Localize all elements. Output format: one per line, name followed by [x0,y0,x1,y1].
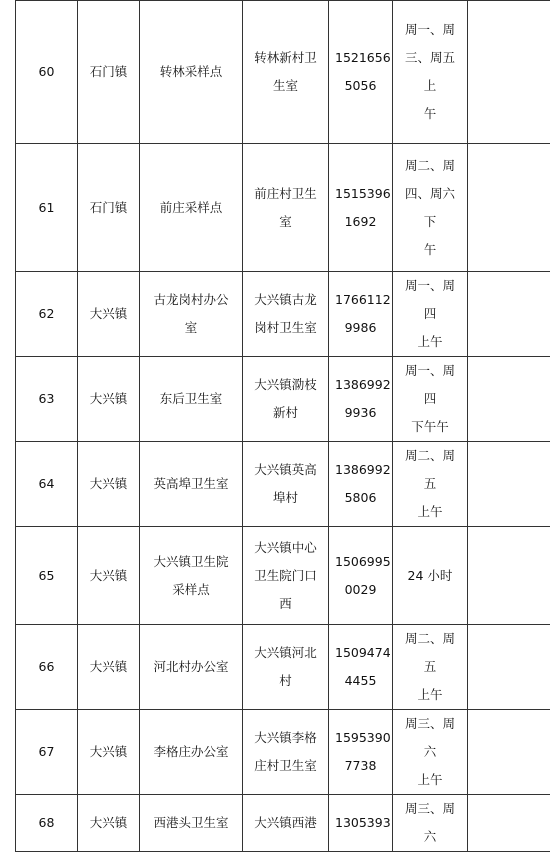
town-name: 大兴镇 [78,795,140,852]
contact-phone: 1521656 5056 [329,1,393,144]
table-row [16,144,550,272]
service-time: 周二、周 四、周六下 午 [393,144,468,272]
town-name: 大兴镇 [78,625,140,710]
row-number: 60 [16,1,78,144]
site-location: 前庄村卫生 室 [243,144,329,272]
row-number: 65 [16,527,78,625]
sampling-site: 东后卫生室 [140,357,243,442]
empty-cell [468,1,550,144]
empty-cell [468,527,550,625]
sampling-site: 西港头卫生室 [140,795,243,852]
town-name: 石门镇 [78,1,140,144]
table-row [16,625,550,710]
empty-cell [468,357,550,442]
site-location: 转林新村卫 生室 [243,1,329,144]
table-row [16,795,550,852]
town-name: 大兴镇 [78,357,140,442]
sampling-site: 古龙岗村办公 室 [140,272,243,357]
town-name: 大兴镇 [78,527,140,625]
site-location: 大兴镇泐枝 新村 [243,357,329,442]
empty-cell [468,442,550,527]
service-time: 24 小时 [393,527,468,625]
row-number: 62 [16,272,78,357]
sampling-site: 河北村办公室 [140,625,243,710]
table-row [16,710,550,795]
site-location: 大兴镇李格 庄村卫生室 [243,710,329,795]
table-row [16,272,550,357]
service-time: 周三、周六 [393,795,468,852]
table-body [16,1,550,852]
service-time: 周三、周六 上午 [393,710,468,795]
service-time: 周一、周 三、周五上 午 [393,1,468,144]
service-time: 周一、周四 上午 [393,272,468,357]
site-location: 大兴镇中心 卫生院门口 西 [243,527,329,625]
empty-cell [468,144,550,272]
contact-phone: 1386992 5806 [329,442,393,527]
town-name: 大兴镇 [78,442,140,527]
empty-cell [468,272,550,357]
row-number: 64 [16,442,78,527]
contact-phone: 1515396 1692 [329,144,393,272]
sampling-site: 前庄采样点 [140,144,243,272]
empty-cell [468,710,550,795]
empty-cell [468,625,550,710]
row-number: 63 [16,357,78,442]
service-time: 周二、周五 上午 [393,442,468,527]
table-row [16,357,550,442]
row-number: 66 [16,625,78,710]
town-name: 大兴镇 [78,710,140,795]
service-time: 周二、周五 上午 [393,625,468,710]
contact-phone: 1766112 9986 [329,272,393,357]
table-row [16,442,550,527]
empty-cell [468,795,550,852]
sampling-site: 英高埠卫生室 [140,442,243,527]
contact-phone: 1509474 4455 [329,625,393,710]
row-number: 61 [16,144,78,272]
site-location: 大兴镇河北 村 [243,625,329,710]
sampling-site: 李格庄办公室 [140,710,243,795]
site-location: 大兴镇西港 [243,795,329,852]
town-name: 大兴镇 [78,272,140,357]
town-name: 石门镇 [78,144,140,272]
contact-phone: 1386992 9936 [329,357,393,442]
sampling-schedule-table [15,0,550,852]
contact-phone: 1305393 [329,795,393,852]
sampling-site: 大兴镇卫生院 采样点 [140,527,243,625]
row-number: 67 [16,710,78,795]
site-location: 大兴镇古龙 岗村卫生室 [243,272,329,357]
contact-phone: 1506995 0029 [329,527,393,625]
row-number: 68 [16,795,78,852]
service-time: 周一、周四 下午午 [393,357,468,442]
site-location: 大兴镇英高 埠村 [243,442,329,527]
table-row [16,527,550,625]
table-row [16,1,550,144]
sampling-site: 转林采样点 [140,1,243,144]
contact-phone: 1595390 7738 [329,710,393,795]
